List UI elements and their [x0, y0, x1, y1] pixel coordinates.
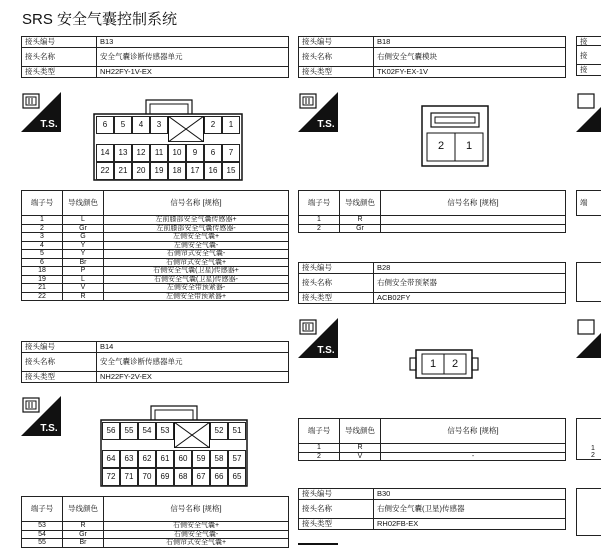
signal-cell [381, 444, 566, 453]
pin-52: 52 [210, 422, 228, 440]
pin-58: 58 [210, 450, 228, 468]
conn-type-label: 接头类型 [22, 372, 97, 383]
table-row [22, 258, 289, 267]
table-row [22, 250, 289, 259]
terminal-cell: 2 [299, 224, 340, 233]
signal-cell: 右侧安全气囊(卫星)传感器+ [104, 267, 289, 276]
blank-cavity-x [174, 422, 210, 448]
table-row [299, 444, 566, 453]
terminal-cell: 4 [22, 241, 63, 250]
pin-3: 3 [150, 116, 168, 134]
pin-20: 20 [132, 162, 150, 180]
conn-type-label: 接头类型 [299, 67, 374, 78]
table-row [22, 224, 289, 233]
pin-6: 6 [96, 116, 114, 134]
col-terminal: 端子号 [22, 191, 63, 216]
table-row [22, 241, 289, 250]
table-row [22, 233, 289, 242]
b28-conn-no: B28 [374, 263, 566, 274]
terminal-side-icon [21, 396, 61, 436]
wire-color-cell: V [63, 284, 104, 293]
conn-no-label: 接头编号 [299, 263, 374, 274]
pin-15: 15 [222, 162, 240, 180]
conn-type-label: 接头类型 [299, 519, 374, 530]
pin-55: 55 [120, 422, 138, 440]
pin-7: 7 [222, 144, 240, 162]
conn-name-label: 接头名称 [299, 274, 374, 293]
signal-cell: 右侧安全气囊(卫星)传感器- [104, 275, 289, 284]
b14-info-table [21, 341, 289, 383]
signal-cell: 右侧帘式安全气囊+ [104, 258, 289, 267]
terminal-side-icon-partial [576, 318, 601, 358]
terminal-cell: 3 [22, 233, 63, 242]
right-partial-box [576, 488, 601, 536]
b28-conn-type: ACB02FY [374, 293, 566, 304]
pin-1: 1 [465, 140, 473, 152]
terminal-cell: 1 [22, 216, 63, 225]
wire-color-cell: V [340, 452, 381, 461]
terminal-cell: 22 [22, 292, 63, 301]
pin-2: 2 [204, 116, 222, 134]
pin-62: 62 [138, 450, 156, 468]
table-row [22, 275, 289, 284]
table-row [22, 292, 289, 301]
pin-59: 59 [192, 450, 210, 468]
conn-name-label: 接头名称 [22, 48, 97, 67]
b28-connector-diagram [408, 346, 480, 382]
conn-name-label: 接头名称 [299, 500, 374, 519]
conn-no-label: 接头编号 [299, 489, 374, 500]
pin-14: 14 [96, 144, 114, 162]
right-partial-cell: 接 [576, 46, 601, 65]
b28-conn-name: 右侧安全带预紧器 [374, 274, 566, 293]
right-partial-row: 2 [591, 452, 595, 459]
b14-conn-type: NH22FY-2V-EX [97, 372, 289, 383]
pin-53: 53 [156, 422, 174, 440]
pin-67: 67 [192, 468, 210, 486]
pin-68: 68 [174, 468, 192, 486]
right-partial-row: 1 [591, 445, 595, 452]
b13-info-table [21, 36, 289, 78]
b14-conn-name: 安全气囊诊断传感器单元 [97, 353, 289, 372]
svg-text:T.S.: T.S. [40, 423, 58, 434]
table-row [22, 216, 289, 225]
pin-12: 12 [132, 144, 150, 162]
pin-65: 65 [228, 468, 246, 486]
b18-conn-name: 右侧安全气囊模块 [374, 48, 566, 67]
b30-ts-icon-partial [298, 543, 338, 551]
wire-color-cell: R [340, 216, 381, 225]
b14-conn-no: B14 [97, 342, 289, 353]
right-partial-box [576, 262, 601, 302]
col-wire-color: 导线颜色 [63, 191, 104, 216]
pin-70: 70 [138, 468, 156, 486]
b18-pin-table [298, 190, 566, 233]
svg-text:T.S.: T.S. [317, 119, 335, 130]
pin-66: 66 [210, 468, 228, 486]
table-row [299, 224, 566, 233]
b14-pin-table [21, 496, 289, 548]
b30-conn-no: B30 [374, 489, 566, 500]
pin-54: 54 [138, 422, 156, 440]
terminal-cell: 1 [299, 216, 340, 225]
terminal-cell: 5 [22, 250, 63, 259]
signal-cell: 右侧帘式安全气囊- [104, 250, 289, 259]
pin-1: 1 [222, 116, 240, 134]
wire-color-cell: Br [63, 258, 104, 267]
pin-51: 51 [228, 422, 246, 440]
conn-no-label: 接头编号 [22, 342, 97, 353]
table-row [22, 267, 289, 276]
b28-info-table [298, 262, 566, 304]
svg-text:T.S.: T.S. [317, 345, 335, 356]
pin-72: 72 [102, 468, 120, 486]
signal-cell: 右侧帘式安全气囊+ [104, 539, 289, 548]
wire-color-cell: G [63, 233, 104, 242]
b30-info-table [298, 488, 566, 530]
terminal-cell: 1 [299, 444, 340, 453]
conn-name-label: 接头名称 [22, 353, 97, 372]
pin-61: 61 [156, 450, 174, 468]
wire-color-cell: P [63, 267, 104, 276]
blank-cavity-x [168, 116, 204, 142]
pin-63: 63 [120, 450, 138, 468]
conn-no-label: 接头编号 [22, 37, 97, 48]
right-partial-box [576, 418, 601, 460]
table-row [22, 530, 289, 539]
conn-no-label: 接头编号 [299, 37, 374, 48]
pin-1: 1 [429, 358, 437, 370]
pin-60: 60 [174, 450, 192, 468]
wire-color-cell: R [63, 522, 104, 531]
col-wire-color: 导线颜色 [340, 419, 381, 444]
signal-cell: 左侧安全带预紧器- [104, 284, 289, 293]
terminal-side-icon [21, 92, 61, 132]
signal-cell [381, 224, 566, 233]
table-row [299, 452, 566, 461]
col-signal: 信号名称 [规格] [104, 497, 289, 522]
b18-connector-diagram [421, 105, 489, 167]
table-row [22, 522, 289, 531]
pin-4: 4 [132, 116, 150, 134]
right-partial-cell: 端 [576, 190, 601, 216]
terminal-cell: 2 [22, 224, 63, 233]
wire-color-cell: Y [63, 250, 104, 259]
signal-cell: - [381, 452, 566, 461]
wire-color-cell: Gr [340, 224, 381, 233]
col-terminal: 端子号 [299, 191, 340, 216]
pin-5: 5 [114, 116, 132, 134]
page-title: SRS 安全气囊控制系统 [22, 11, 178, 28]
signal-cell: 左侧安全带预紧器+ [104, 292, 289, 301]
b18-conn-no: B18 [374, 37, 566, 48]
pin-18: 18 [168, 162, 186, 180]
b13-pin-table [21, 190, 289, 301]
pin-21: 21 [114, 162, 132, 180]
b13-conn-no: B13 [97, 37, 289, 48]
col-signal: 信号名称 [规格] [104, 191, 289, 216]
signal-cell: 左侧安全气囊- [104, 241, 289, 250]
wire-color-cell: R [63, 292, 104, 301]
signal-cell [381, 216, 566, 225]
b13-conn-name: 安全气囊诊断传感器单元 [97, 48, 289, 67]
wire-color-cell: Y [63, 241, 104, 250]
signal-cell: 右侧安全气囊+ [104, 522, 289, 531]
col-terminal: 端子号 [22, 497, 63, 522]
pin-57: 57 [228, 450, 246, 468]
col-terminal: 端子号 [299, 419, 340, 444]
pin-9: 9 [186, 144, 204, 162]
terminal-side-icon-partial [576, 92, 601, 132]
table-row [22, 284, 289, 293]
pin-22: 22 [96, 162, 114, 180]
terminal-side-icon [298, 92, 338, 132]
ts-label: T.S. [40, 119, 58, 130]
wire-color-cell: L [63, 216, 104, 225]
wire-color-cell: Gr [63, 224, 104, 233]
terminal-cell: 19 [22, 275, 63, 284]
b13-conn-type: NH22FY-1V-EX [97, 67, 289, 78]
col-wire-color: 导线颜色 [340, 191, 381, 216]
right-partial-cell: 接 [576, 36, 601, 46]
wire-color-cell: L [63, 275, 104, 284]
pin-2: 2 [437, 140, 445, 152]
signal-cell: 右侧安全气囊- [104, 530, 289, 539]
wire-color-cell: Gr [63, 530, 104, 539]
conn-type-label: 接头类型 [22, 67, 97, 78]
b28-pin-table [298, 418, 566, 461]
signal-cell: 左侧安全气囊+ [104, 233, 289, 242]
pin-17: 17 [186, 162, 204, 180]
wire-color-cell: R [340, 444, 381, 453]
terminal-cell: 54 [22, 530, 63, 539]
pin-16: 16 [204, 162, 222, 180]
b30-conn-name: 右侧安全气囊(卫星)传感器 [374, 500, 566, 519]
wire-color-cell: Br [63, 539, 104, 548]
b18-conn-type: TK02FY-EX-1V [374, 67, 566, 78]
b18-info-table [298, 36, 566, 78]
pin-6: 6 [204, 144, 222, 162]
terminal-cell: 21 [22, 284, 63, 293]
terminal-cell: 18 [22, 267, 63, 276]
signal-cell: 左前膝部安全气囊传感器+ [104, 216, 289, 225]
terminal-cell: 2 [299, 452, 340, 461]
pin-64: 64 [102, 450, 120, 468]
terminal-cell: 6 [22, 258, 63, 267]
conn-name-label: 接头名称 [299, 48, 374, 67]
pin-71: 71 [120, 468, 138, 486]
pin-13: 13 [114, 144, 132, 162]
col-wire-color: 导线颜色 [63, 497, 104, 522]
terminal-cell: 53 [22, 522, 63, 531]
pin-2: 2 [451, 358, 459, 370]
table-row [22, 539, 289, 548]
signal-cell: 左前膝部安全气囊传感器- [104, 224, 289, 233]
b14-connector-diagram [99, 400, 249, 488]
pin-11: 11 [150, 144, 168, 162]
conn-type-label: 接头类型 [299, 293, 374, 304]
b13-connector-diagram [92, 96, 244, 182]
pin-56: 56 [102, 422, 120, 440]
right-partial-cell: 接 [576, 65, 601, 76]
col-signal: 信号名称 [规格] [381, 419, 566, 444]
terminal-cell: 55 [22, 539, 63, 548]
terminal-side-icon [298, 318, 338, 358]
pin-10: 10 [168, 144, 186, 162]
table-row [299, 216, 566, 225]
col-signal: 信号名称 [规格] [381, 191, 566, 216]
b30-conn-type: RH02FB-EX [374, 519, 566, 530]
pin-69: 69 [156, 468, 174, 486]
pin-19: 19 [150, 162, 168, 180]
